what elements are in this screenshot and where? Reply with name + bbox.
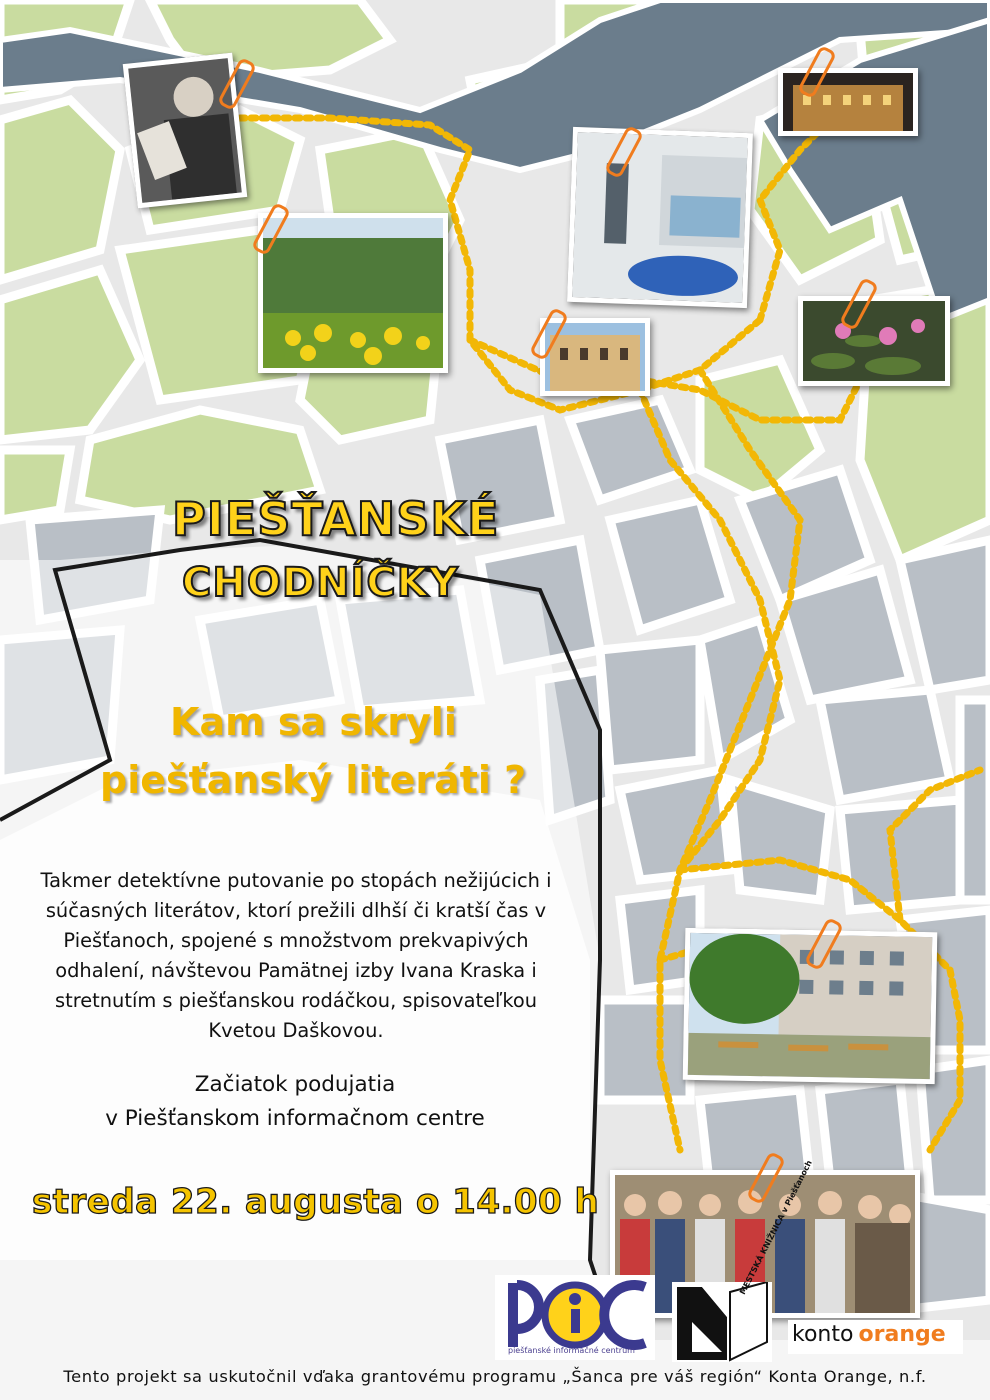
footer-note: Tento projekt sa uskutočnil vďaka grantovému programu „Šanca pre váš región“ Konta Orange, n.f.: [63, 1367, 927, 1386]
description: [8, 866, 584, 1046]
park-tulips-photo: [258, 213, 448, 373]
start-line-1: Začiatok podujatia: [194, 1072, 396, 1097]
description-line: súčasných literátov, ktorí prežili dlhší či kratší čas v: [45, 899, 547, 922]
description-line: odhalení, návštevou Pamätnej izby Ivana Kraska i: [55, 959, 537, 982]
start-line-2: v Piešťanskom informačnom centre: [105, 1106, 485, 1131]
start-info: [20, 1068, 570, 1136]
title-line-2: CHODNÍČKY: [182, 560, 459, 606]
title-line-1: PIEŠŤANSKÉ: [172, 492, 500, 546]
subtitle-line-2: piešťanský literáti ?: [100, 758, 527, 802]
spa-building-photo: [778, 68, 918, 136]
statue-fountain-photo: [567, 127, 753, 308]
library-text: MESTSKÁ: [738, 1253, 766, 1297]
description-line: Takmer detektívne putovanie po stopách nežijúcich i: [40, 869, 552, 892]
library-logo-icon: [672, 1282, 772, 1362]
description-line: stretnutím s piešťanskou rodáčkou, spisovateľkou: [54, 989, 538, 1012]
orange-word: orange: [858, 1322, 946, 1347]
description-line: Piešťanoch, spojené s množstvom prekvapivých: [63, 929, 529, 952]
water-lilies-photo: [798, 296, 950, 386]
subtitle-line-1: Kam sa skryli: [170, 700, 457, 744]
event-date: streda 22. augusta o 14.00 h: [32, 1182, 600, 1222]
description-line: Kvetou Daškovou.: [208, 1019, 384, 1042]
konto-orange-logo: [788, 1320, 963, 1354]
konto-word: konto: [792, 1322, 854, 1347]
portrait-photo: [123, 53, 248, 209]
pic-caption: piešťanské informačné centrum: [508, 1346, 635, 1355]
